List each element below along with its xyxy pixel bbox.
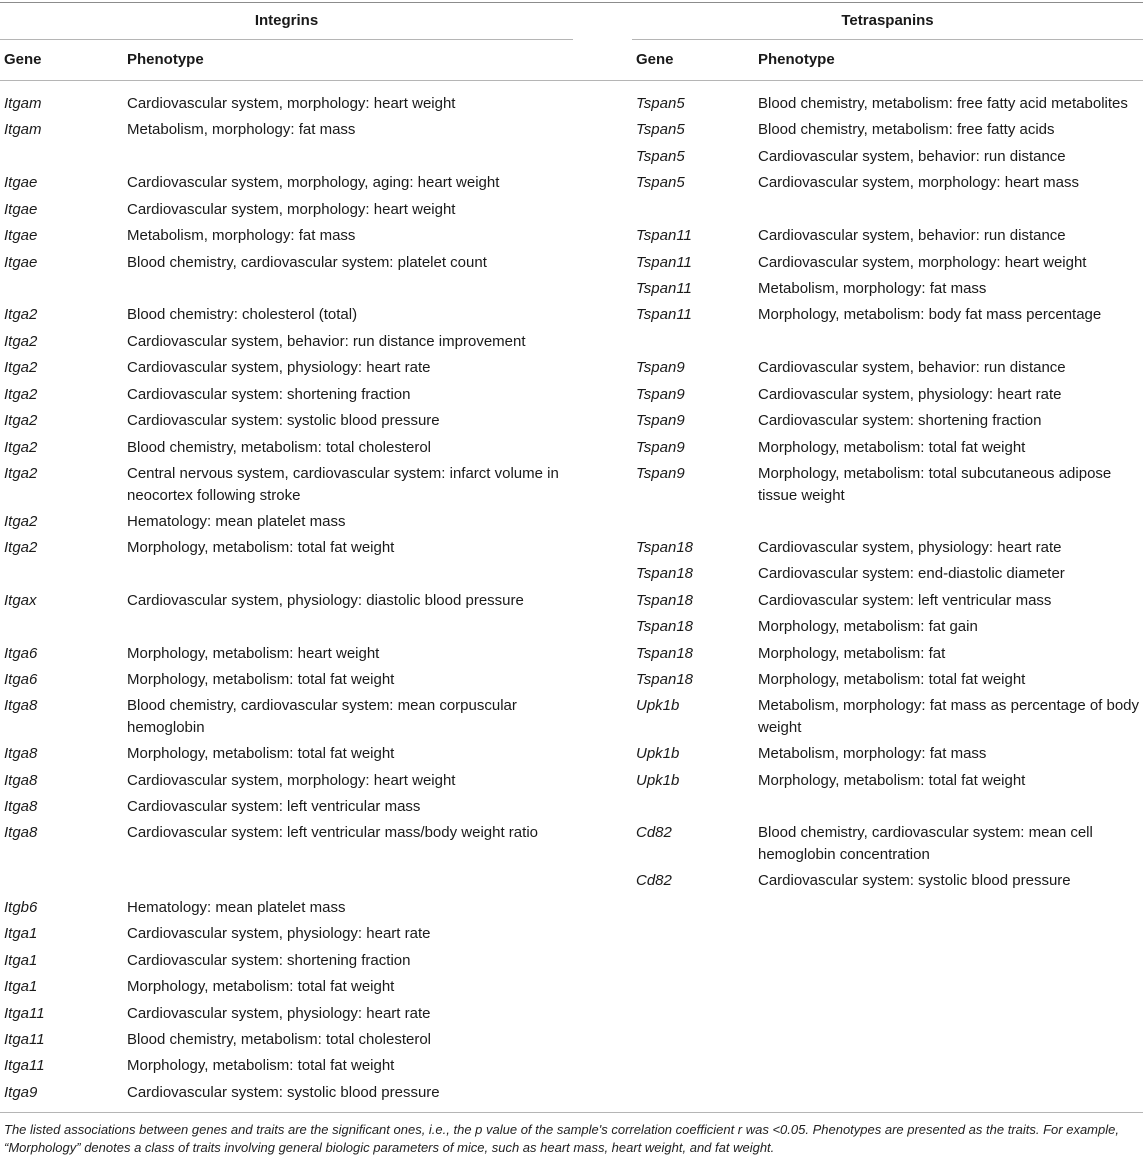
gene-cell: Tspan5: [636, 174, 685, 191]
gene-cell: Tspan9: [636, 386, 685, 403]
phenotype-cell: Cardiovascular system: shortening fraction: [758, 412, 1042, 429]
table-bottom-rule: [0, 1112, 1143, 1113]
phenotype-cell: Metabolism, morphology: fat mass as percentage of body weight: [758, 697, 1140, 736]
gene-cell: Tspan18: [636, 618, 693, 635]
integrins-group-header: Integrins: [254, 12, 319, 29]
gene-cell: Itgam: [4, 121, 42, 138]
gene-cell: Itga2: [4, 539, 38, 556]
top-rule: [0, 2, 1143, 3]
gene-cell: Tspan11: [636, 254, 692, 271]
phenotype-cell: Cardiovascular system, morphology, aging: heart weight: [127, 174, 500, 191]
phenotype-cell: Cardiovascular system: left ventricular mass: [758, 592, 1052, 609]
phenotype-cell: Cardiovascular system, physiology: heart rate: [758, 386, 1062, 403]
phenotype-cell: Blood chemistry, metabolism: free fatty acids: [758, 121, 1055, 138]
gene-cell: Itga6: [4, 645, 38, 662]
phenotype-cell: Blood chemistry, metabolism: total cholesterol: [127, 1031, 432, 1048]
gene-cell: Itga6: [4, 671, 38, 688]
phenotype-cell: Blood chemistry, metabolism: total cholesterol: [127, 439, 432, 456]
gene-cell: Itga2: [4, 359, 38, 376]
gene-cell: Tspan18: [636, 671, 693, 688]
gene-cell: Itga1: [4, 978, 38, 995]
gene-cell: Itga11: [4, 1005, 45, 1022]
gene-cell: Itga2: [4, 513, 38, 530]
table-footnote: The listed associations between genes and traits are the significant ones, i.e., the p value of the sample's correlation coefficient r was <0.05. Phenotypes are presented as the traits. For example, “Morphology” denotes a class of traits involving general biologic parameters of mice, such as heart mass, heart weight, and fat weight.: [4, 1122, 1119, 1155]
phenotype-cell: Morphology, metabolism: fat: [758, 645, 946, 662]
gene-cell: Itga2: [4, 386, 38, 403]
gene-cell: Itga2: [4, 333, 38, 350]
gene-cell: Itgam: [4, 95, 42, 112]
phenotype-cell: Morphology, metabolism: heart weight: [127, 645, 380, 662]
gene-cell: Tspan9: [636, 439, 685, 456]
phenotype-cell: Cardiovascular system, morphology: heart weight: [127, 95, 456, 112]
phenotype-cell: Cardiovascular system, physiology: heart rate: [127, 1005, 431, 1022]
gene-cell: Itga1: [4, 952, 38, 969]
tetraspanins-group-rule: [632, 39, 1143, 40]
gene-cell: Tspan18: [636, 565, 693, 582]
tetraspanins-gene-header: Gene: [636, 51, 674, 68]
integrins-phenotype-header: Phenotype: [127, 51, 204, 68]
gene-cell: Itgax: [4, 592, 37, 609]
phenotype-cell: Morphology, metabolism: total fat weight: [127, 978, 395, 995]
integrins-group-rule: [0, 39, 573, 40]
phenotype-cell: Morphology, metabolism: fat gain: [758, 618, 978, 635]
phenotype-cell: Blood chemistry: cholesterol (total): [127, 306, 358, 323]
phenotype-cell: Cardiovascular system, morphology: heart weight: [758, 254, 1087, 271]
gene-cell: Itga2: [4, 439, 38, 456]
phenotype-cell: Morphology, metabolism: total fat weight: [758, 439, 1026, 456]
phenotype-cell: Cardiovascular system: systolic blood pressure: [758, 872, 1071, 889]
gene-cell: Tspan9: [636, 359, 685, 376]
gene-cell: Itga1: [4, 925, 38, 942]
header-bottom-rule: [0, 80, 1143, 81]
phenotype-cell: Cardiovascular system, morphology: heart weight: [127, 201, 456, 218]
tetraspanins-phenotype-header: Phenotype: [758, 51, 835, 68]
phenotype-cell: Morphology, metabolism: body fat mass percentage: [758, 306, 1102, 323]
phenotype-cell: Metabolism, morphology: fat mass: [758, 745, 987, 762]
gene-cell: Tspan5: [636, 121, 685, 138]
gene-cell: Upk1b: [636, 745, 680, 762]
phenotype-cell: Morphology, metabolism: total fat weight: [127, 1057, 395, 1074]
phenotype-cell: Blood chemistry, cardiovascular system: mean corpuscular hemoglobin: [127, 697, 517, 736]
gene-cell: Itgae: [4, 254, 38, 271]
gene-cell: Tspan5: [636, 148, 685, 165]
gene-cell: Upk1b: [636, 772, 680, 789]
integrins-gene-header: Gene: [4, 51, 42, 68]
phenotype-cell: Cardiovascular system: left ventricular mass: [127, 798, 421, 815]
gene-cell: Itgae: [4, 227, 38, 244]
phenotype-cell: Morphology, metabolism: total fat weight: [127, 671, 395, 688]
gene-cell: Itga2: [4, 465, 38, 482]
phenotype-cell: Cardiovascular system, physiology: heart rate: [127, 925, 431, 942]
gene-cell: Tspan9: [636, 465, 685, 482]
phenotype-cell: Metabolism, morphology: fat mass: [758, 280, 987, 297]
gene-cell: Itgae: [4, 201, 38, 218]
phenotype-cell: Morphology, metabolism: total fat weight: [127, 539, 395, 556]
phenotype-cell: Morphology, metabolism: total fat weight: [127, 745, 395, 762]
gene-cell: Itga8: [4, 697, 38, 714]
phenotype-cell: Metabolism, morphology: fat mass: [127, 121, 356, 138]
phenotype-cell: Hematology: mean platelet mass: [127, 513, 346, 530]
phenotype-cell: Central nervous system, cardiovascular system: infarct volume in neocortex following stroke: [127, 465, 559, 504]
phenotype-cell: Cardiovascular system: shortening fraction: [127, 386, 411, 403]
gene-cell: Tspan18: [636, 645, 693, 662]
phenotype-cell: Cardiovascular system, physiology: heart rate: [758, 539, 1062, 556]
gene-cell: Tspan9: [636, 412, 685, 429]
gene-cell: Itga8: [4, 745, 38, 762]
phenotype-cell: Cardiovascular system: systolic blood pressure: [127, 412, 440, 429]
gene-cell: Tspan11: [636, 280, 692, 297]
tetraspanins-group-header: Tetraspanins: [841, 12, 934, 29]
gene-cell: Itga8: [4, 772, 38, 789]
gene-cell: Tspan11: [636, 306, 692, 323]
gene-cell: Cd82: [636, 872, 672, 889]
gene-cell: Cd82: [636, 824, 672, 841]
phenotype-cell: Morphology, metabolism: total fat weight: [758, 671, 1026, 688]
gene-cell: Itgae: [4, 174, 38, 191]
gene-cell: Tspan5: [636, 95, 685, 112]
phenotype-cell: Cardiovascular system: shortening fraction: [127, 952, 411, 969]
phenotype-cell: Blood chemistry, cardiovascular system: platelet count: [127, 254, 487, 271]
phenotype-cell: Cardiovascular system, behavior: run distance: [758, 359, 1066, 376]
phenotype-cell: Hematology: mean platelet mass: [127, 899, 346, 916]
phenotype-cell: Cardiovascular system, physiology: diastolic blood pressure: [127, 592, 524, 609]
phenotype-cell: Cardiovascular system, physiology: heart rate: [127, 359, 431, 376]
phenotype-cell: Cardiovascular system, morphology: heart weight: [127, 772, 456, 789]
gene-cell: Itgb6: [4, 899, 38, 916]
gene-cell: Itga2: [4, 412, 38, 429]
gene-cell: Itga2: [4, 306, 38, 323]
gene-cell: Itga9: [4, 1084, 38, 1101]
phenotype-cell: Blood chemistry, metabolism: free fatty acid metabolites: [758, 95, 1128, 112]
gene-cell: Itga11: [4, 1057, 45, 1074]
phenotype-cell: Morphology, metabolism: total fat weight: [758, 772, 1026, 789]
gene-cell: Itga8: [4, 798, 38, 815]
gene-cell: Tspan18: [636, 592, 693, 609]
gene-cell: Itga11: [4, 1031, 45, 1048]
phenotype-cell: Cardiovascular system, morphology: heart mass: [758, 174, 1079, 191]
gene-cell: Upk1b: [636, 697, 680, 714]
phenotype-cell: Morphology, metabolism: total subcutaneous adipose tissue weight: [758, 465, 1112, 504]
phenotype-cell: Cardiovascular system: systolic blood pressure: [127, 1084, 440, 1101]
phenotype-cell: Cardiovascular system, behavior: run distance improvement: [127, 333, 526, 350]
gene-cell: Tspan11: [636, 227, 692, 244]
phenotype-cell: Cardiovascular system: left ventricular mass/body weight ratio: [127, 824, 538, 841]
phenotype-cell: Cardiovascular system, behavior: run distance: [758, 227, 1066, 244]
phenotype-cell: Cardiovascular system, behavior: run distance: [758, 148, 1066, 165]
phenotype-cell: Blood chemistry, cardiovascular system: mean cell hemoglobin concentration: [758, 824, 1093, 863]
phenotype-cell: Metabolism, morphology: fat mass: [127, 227, 356, 244]
gene-cell: Tspan18: [636, 539, 693, 556]
gene-cell: Itga8: [4, 824, 38, 841]
phenotype-cell: Cardiovascular system: end-diastolic diameter: [758, 565, 1065, 582]
